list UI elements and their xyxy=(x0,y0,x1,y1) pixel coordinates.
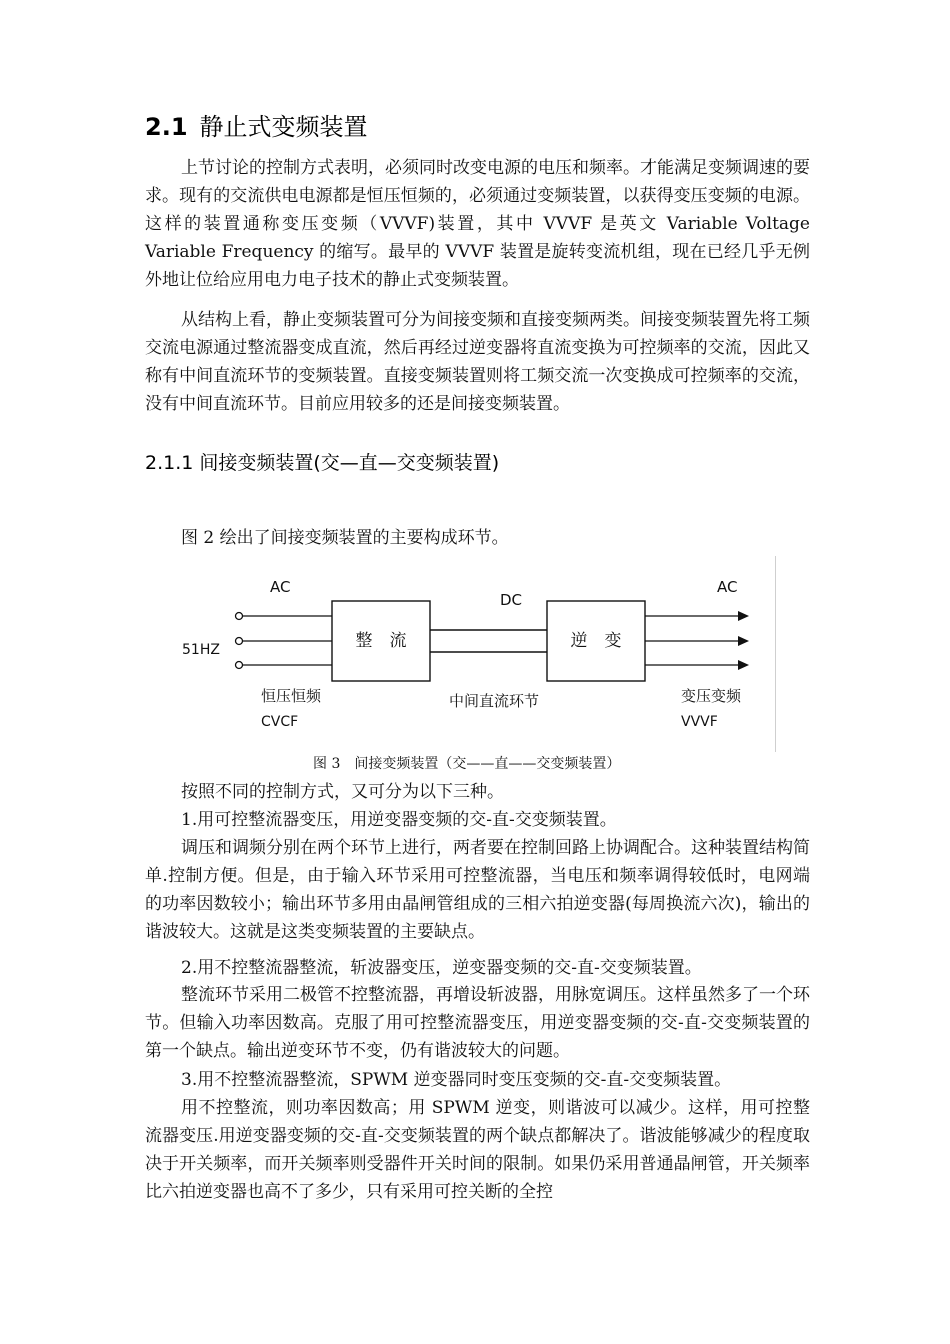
dc-link-caption: 中间直流环节 xyxy=(449,692,540,710)
paragraph-structure: 从结构上看，静止变频装置可分为间接变频和直接变频两类。间接变频装置先将工频交流电源通过整流器变成直流，然后再经过逆变器将直流变换为可控频率的交流，因此又称有中间直流环节的变频装置。直接变频装置则将工频交流一次变换成可控频率的交流，没有中间直流环节。目前应用较多的还是间接变频装置。 xyxy=(145,310,810,414)
output-arrow xyxy=(738,660,749,670)
block-diagram-svg xyxy=(177,556,775,752)
input-frequency-label: 51HZ xyxy=(182,642,220,658)
section-heading xyxy=(145,111,368,143)
input-terminal xyxy=(236,662,243,669)
subsection-heading: 2.1.1 间接变频装置(交—直—交变频装置) xyxy=(145,452,500,474)
output-arrow xyxy=(738,611,749,621)
types-intro: 按照不同的控制方式，又可分为以下三种。 xyxy=(181,782,504,802)
vvvf-abbr: VVVF xyxy=(681,714,718,730)
output-arrow xyxy=(738,636,749,646)
dc-label: DC xyxy=(499,591,523,609)
vvvf-label: 变压变频 xyxy=(681,687,742,705)
paragraph-type-3: 用不控整流，则功率因数高；用 SPWM 逆变，则谐波可以减少。这样，用可控整流器变压.用逆变器变频的交-直-交变频装置的两个缺点都解决了。谐波能够减少的程度取决于开关频率，而开关频率则受器件开关时间的限制。如果仍采用普通晶闸管，开关频率比六拍逆变器也高不了多少，只有采用可控关断的全控 xyxy=(145,1098,810,1202)
rectifier-label: 整 流 xyxy=(355,631,407,651)
cvcf-abbr: CVCF xyxy=(261,714,299,730)
section-number: 2.1 xyxy=(145,113,188,141)
inverter-label: 逆 变 xyxy=(570,631,622,651)
type-3-heading: 3.用不控整流器整流，SPWM 逆变器同时变压变频的交-直-交变频装置。 xyxy=(181,1070,732,1090)
section-title: 静止式变频装置 xyxy=(199,113,368,141)
ac-output-label: AC xyxy=(717,578,738,596)
ac-input-label: AC xyxy=(270,578,291,596)
input-terminal xyxy=(236,638,243,645)
paragraph-intro: 上节讨论的控制方式表明，必须同时改变电源的电压和频率。才能满足变频调速的要求。现有的交流供电电源都是恒压恒频的，必须通过变频装置，以获得变压变频的电源。这样的装置通称变压变频（VVVF)装置，其中 VVVF 是英文 Variable Voltage Variable Frequency 的缩写。最早的 VVVF 装置是旋转变流机组，现在已经几乎无例外地让位给应用电力电子技术的静止式变频装置。 xyxy=(145,158,810,290)
figure-caption: 图 3 间接变频装置（交——直——交变频装置） xyxy=(313,756,621,772)
type-1-heading: 1.用可控整流器变压，用逆变器变频的交-直-交变频装置。 xyxy=(181,810,617,830)
type-2-heading: 2.用不控整流器整流，斩波器变压，逆变器变频的交-直-交变频装置。 xyxy=(181,958,702,978)
block-diagram xyxy=(177,556,776,752)
paragraph-type-2: 整流环节采用二极管不控整流器，再增设斩波器，用脉宽调压。这样虽然多了一个环节。但输入功率因数高。克服了用可控整流器变压，用逆变器变频的交-直-交变频装置的第一个缺点。输出逆变环节不变，仍有谐波较大的问题。 xyxy=(145,985,810,1061)
paragraph-type-1: 调压和调频分别在两个环节上进行，两者要在控制回路上协调配合。这种装置结构简单.控制方便。但是，由于输入环节采用可控整流器，当电压和频率调得较低时，电网端的功率因数较小；输出环节多用由晶闸管组成的三相六拍逆变器(每周换流六次)，输出的谐波较大。这就是这类变频装置的主要缺点。 xyxy=(145,838,810,942)
cvcf-label: 恒压恒频 xyxy=(261,687,322,705)
input-terminal xyxy=(236,613,243,620)
figure-intro: 图 2 绘出了间接变频装置的主要构成环节。 xyxy=(181,528,509,548)
